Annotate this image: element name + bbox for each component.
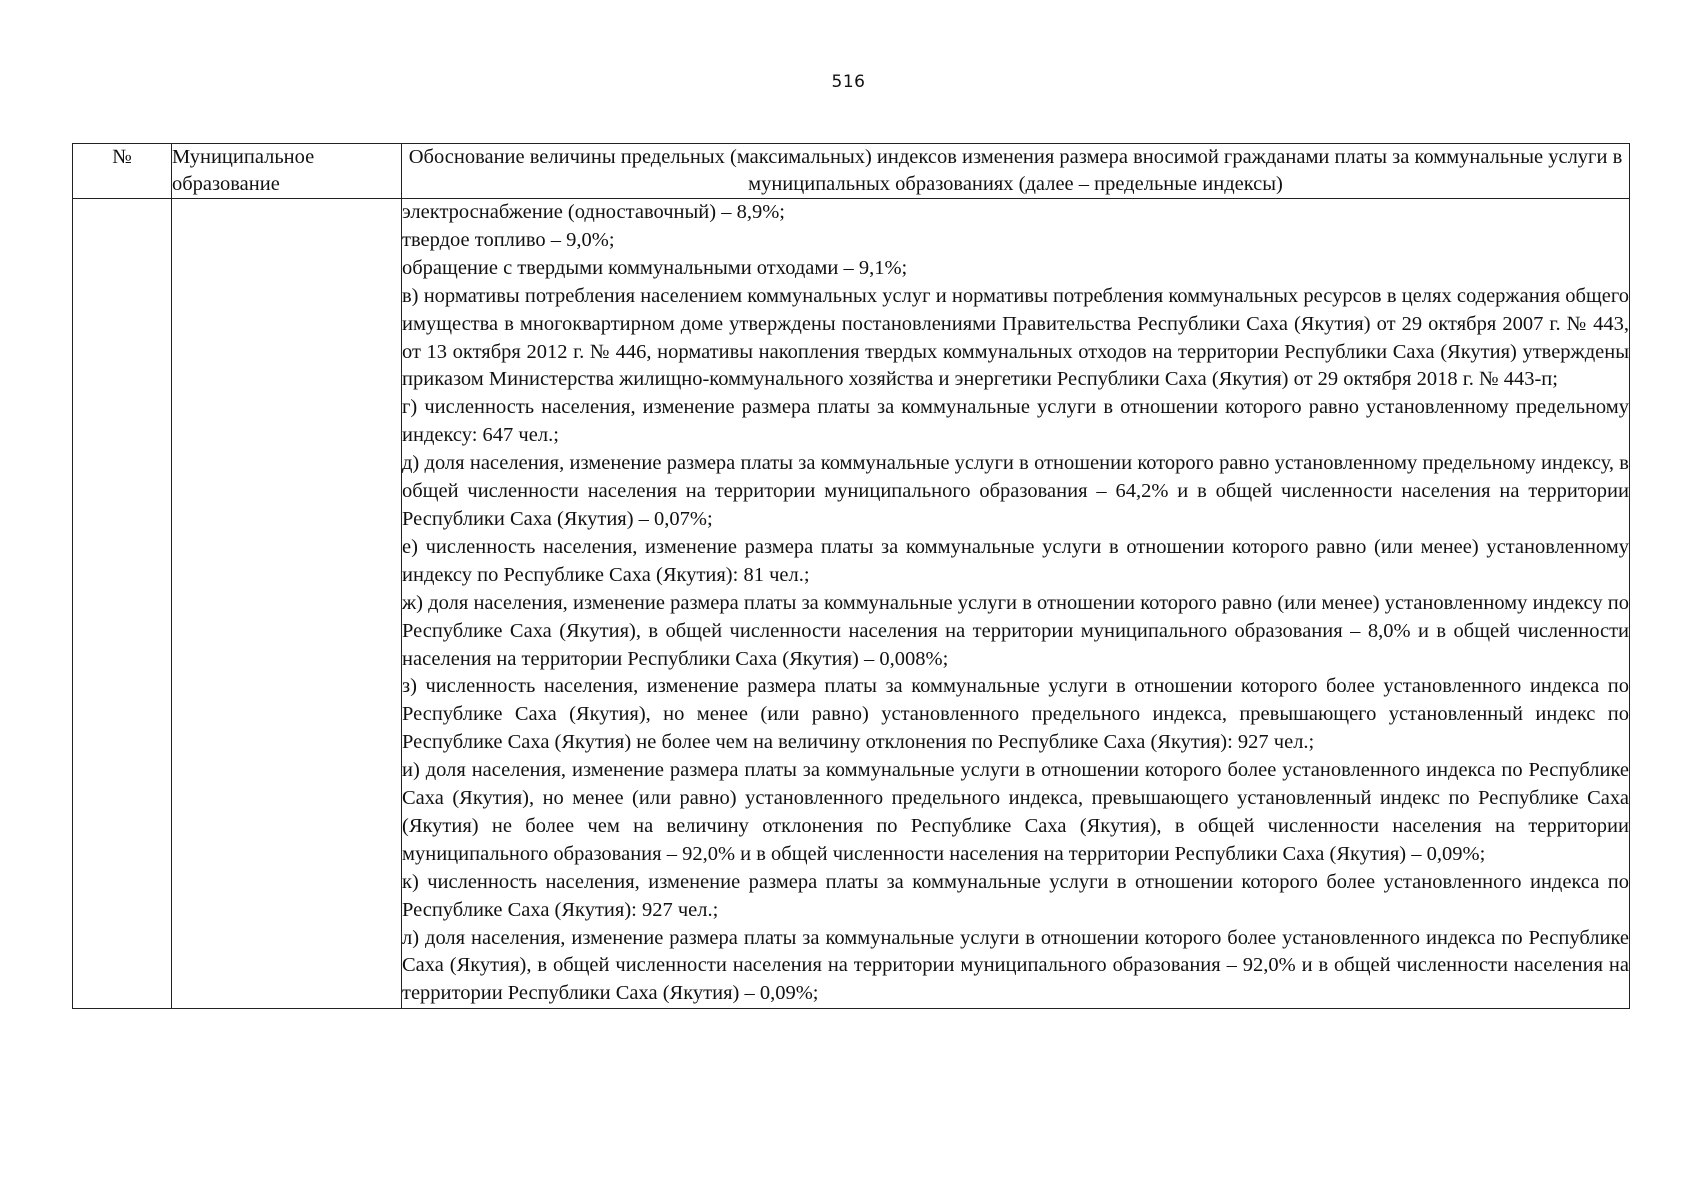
column-header-number: № xyxy=(73,144,172,199)
table-header-row xyxy=(73,144,1630,199)
paragraph-item-e: е) численность населения, изменение размера платы за коммунальные услуги в отношении которого равно (или менее) установленному индексу по Республике Саха (Якутия): 81 чел.; xyxy=(402,535,1629,586)
column-header-municipality: Муниципальное образование xyxy=(172,144,402,199)
paragraph-item-v: в) нормативы потребления населением коммунальных услуг и нормативы потребления коммунальных ресурсов в целях содержания общего имущества в многоквартирном доме утверждены постановлениями Правительства Республики Саха (Якутия) от 29 октября 2007 г. № 443, от 13 октября 2012 г. № 446, нормативы накопления твердых коммунальных отходов на территории Республики Саха (Якутия) утверждены приказом Министерства жилищно-коммунального хозяйства и энергетики Республики Саха (Якутия) от 29 октября 2018 г. № 443-п; xyxy=(402,284,1629,391)
paragraph-item-l: л) доля населения, изменение размера платы за коммунальные услуги в отношении которого более установленного индекса по Республике Саха (Якутия), в общей численности населения на территории муниципального образования – 92,0% и в общей численности населения на территории Республики Саха (Якутия) – 0,09%; xyxy=(402,926,1629,1005)
justification-table xyxy=(72,143,1630,1009)
paragraph-item-d: д) доля населения, изменение размера платы за коммунальные услуги в отношении которого равно установленному предельному индексу, в общей численности населения на территории муниципального образования – 64,2% и в общей численности населения на территории Республики Саха (Якутия) – 0,07%; xyxy=(402,452,1629,530)
paragraph-solid-waste: обращение с твердыми коммунальными отходами – 9,1%; xyxy=(402,256,908,279)
paragraph-item-i: и) доля населения, изменение размера платы за коммунальные услуги в отношении которого более установленного индекса по Республике Саха (Якутия), но менее (или равно) установленного предельного индекса, превышающего установленный индекс по Республике Саха (Якутия) не более чем на величину отклонения по Республике Саха (Якутия), в общей численности населения на территории муниципального образования – 92,0% и в общей численности населения на территории Республики Саха (Якутия) – 0,09%; xyxy=(402,759,1629,865)
row-municipality-cell xyxy=(172,199,402,1009)
paragraph-item-z: з) численность населения, изменение размера платы за коммунальные услуги в отношении которого более установленного индекса по Республике Саха (Якутия), но менее (или равно) установленного предельного индекса, превышающего установленный индекс по Республике Саха (Якутия) не более чем на величину отклонения по Республике Саха (Якутия): 927 чел.; xyxy=(402,675,1629,754)
paragraph-electricity: электроснабжение (одноставочный) – 8,9%; xyxy=(402,201,785,223)
column-header-justification: Обоснование величины предельных (максимальных) индексов изменения размера вносимой гражданами платы за коммунальные услуги в муниципальных образованиях (далее – предельные индексы) xyxy=(402,144,1630,199)
page-number: 516 xyxy=(831,72,866,92)
paragraph-item-zh: ж) доля населения, изменение размера платы за коммунальные услуги в отношении которого равно (или менее) установленному индексу по Республике Саха (Якутия), в общей численности населения на территории муниципального образования – 8,0% и в общей численности населения на территории Республики Саха (Якутия) – 0,008%; xyxy=(402,591,1629,670)
paragraph-solid-fuel: твердое топливо – 9,0%; xyxy=(402,228,615,251)
row-justification-cell xyxy=(402,199,1630,1009)
row-number-cell xyxy=(73,199,172,1009)
paragraph-item-g: г) численность населения, изменение размера платы за коммунальные услуги в отношении которого равно установленному предельному индексу: 647 чел.; xyxy=(402,396,1629,447)
paragraph-item-k: к) численность населения, изменение размера платы за коммунальные услуги в отношении которого более установленного индекса по Республике Саха (Якутия): 927 чел.; xyxy=(402,870,1629,921)
table-row xyxy=(73,199,1630,1009)
